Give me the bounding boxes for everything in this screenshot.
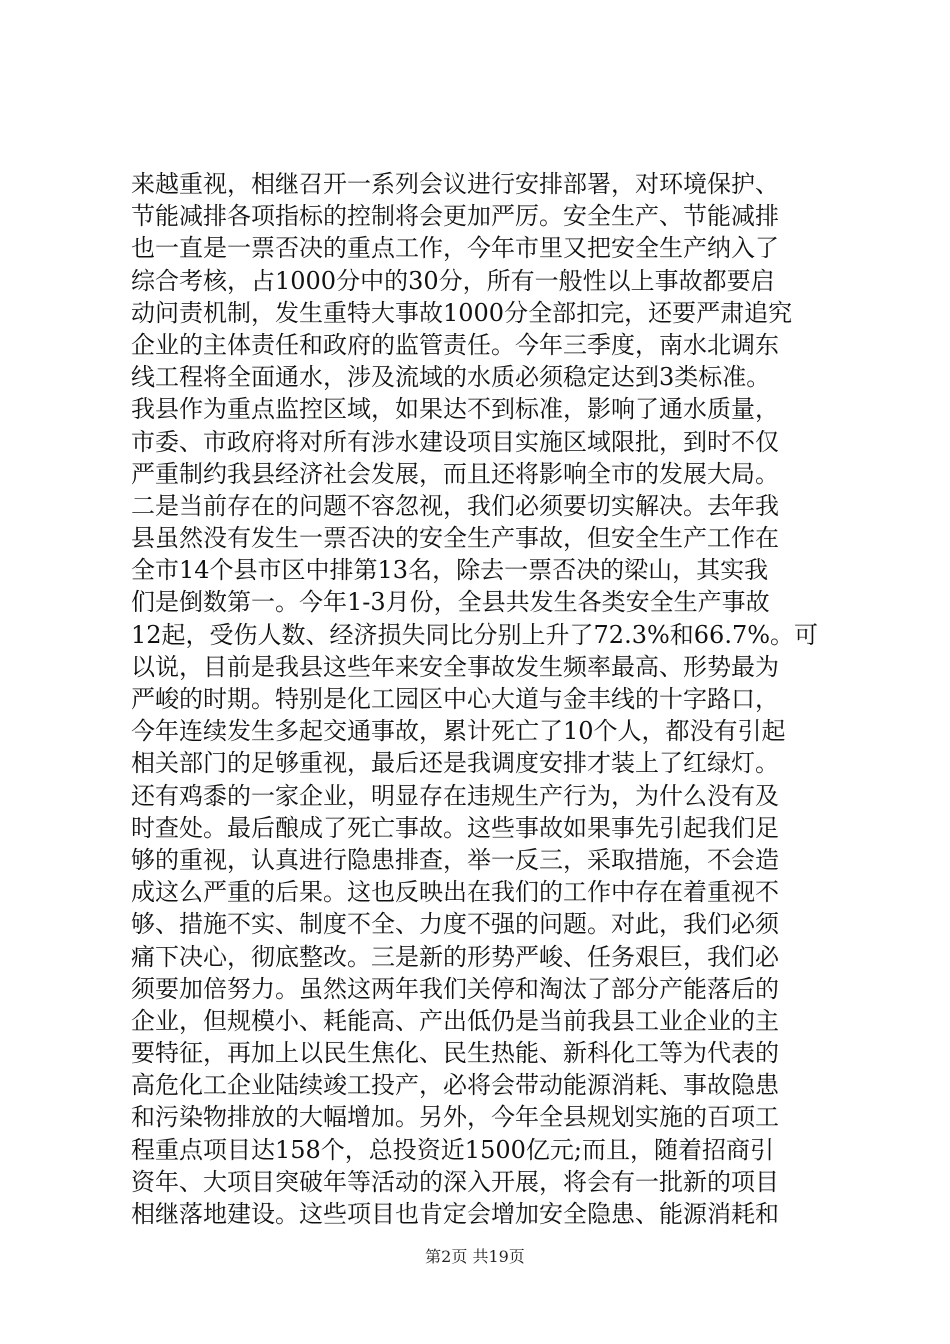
- page-footer: 第2页 共19页: [425, 1247, 525, 1266]
- text-line: 我县作为重点监控区域，如果达不到标准，影响了通水质量，: [131, 395, 779, 424]
- text-line: 高危化工企业陆续竣工投产，必将会带动能源消耗、事故隐患: [131, 1071, 779, 1100]
- text-line: 来越重视，相继召开一系列会议进行安排部署，对环境保护、: [131, 170, 779, 198]
- text-line: 成这么严重的后果。这也反映出在我们的工作中存在着重视不: [131, 878, 779, 907]
- text-line: 时查处。最后酿成了死亡事故。这些事故如果事先引起我们足: [131, 813, 779, 842]
- text-line: 程重点项目达158个，总投资近1500亿元;而且，随着招商引: [131, 1135, 774, 1164]
- text-line: 须要加倍努力。虽然这两年我们关停和淘汰了部分产能落后的: [131, 974, 779, 1003]
- text-line: 全市14个县市区中排第13名，除去一票否决的梁山，其实我: [131, 556, 769, 585]
- text-line: 12起，受伤人数、经济损失同比分别上升了72.3%和66.7%。可: [131, 620, 819, 649]
- text-line: 相继落地建设。这些项目也肯定会增加安全隐患、能源消耗和: [131, 1200, 779, 1228]
- text-line: 严峻的时期。特别是化工园区中心大道与金丰线的十字路口，: [131, 685, 779, 713]
- text-line: 够的重视，认真进行隐患排查，举一反三，采取措施，不会造: [131, 845, 779, 874]
- text-line: 线工程将全面通水，涉及流域的水质必须稳定达到3类标准。: [131, 363, 771, 392]
- text-line: 要特征，再加上以民生焦化、民生热能、新科化工等为代表的: [131, 1039, 779, 1068]
- text-line: 今年连续发生多起交通事故，累计死亡了10个人，都没有引起: [131, 717, 786, 746]
- text-line: 县虽然没有发生一票否决的安全生产事故，但安全生产工作在: [131, 524, 779, 553]
- body-paragraph: [131, 168, 831, 1230]
- text-line: 资年、大项目突破年等活动的深入开展，将会有一批新的项目: [131, 1167, 779, 1196]
- text-line: 节能减排各项指标的控制将会更加严厉。安全生产、节能减排: [131, 202, 779, 231]
- text-line: 综合考核，占1000分中的30分，所有一般性以上事故都要启: [131, 266, 775, 295]
- text-line: 相关部门的足够重视，最后还是我调度安排才装上了红绿灯。: [131, 749, 779, 778]
- text-line: 市委、市政府将对所有涉水建设项目实施区域限批，到时不仅: [131, 427, 779, 456]
- text-line: 二是当前存在的问题不容忽视，我们必须要切实解决。去年我: [131, 491, 779, 520]
- text-line: 企业，但规模小、耗能高、产出低仍是当前我县工业企业的主: [131, 1006, 779, 1035]
- text-line: 企业的主体责任和政府的监管责任。今年三季度，南水北调东: [131, 330, 779, 359]
- text-line: 动问责机制，发生重特大事故1000分全部扣完，还要严肃追究: [131, 298, 793, 327]
- text-line: 痛下决心，彻底整改。三是新的形势严峻、任务艰巨，我们必: [131, 942, 779, 971]
- text-line: 们是倒数第一。今年1-3月份，全县共发生各类安全生产事故: [131, 588, 770, 617]
- text-line: 也一直是一票否决的重点工作，今年市里又把安全生产纳入了: [131, 234, 779, 263]
- text-line: 和污染物排放的大幅增加。另外，今年全县规划实施的百项工: [131, 1103, 779, 1132]
- text-line: 还有鸡黍的一家企业，明显存在违规生产行为，为什么没有及: [131, 781, 779, 810]
- text-line: 严重制约我县经济社会发展，而且还将影响全市的发展大局。: [131, 459, 779, 488]
- text-line: 够、措施不实、制度不全、力度不强的问题。对此，我们必须: [131, 910, 779, 939]
- text-line: 以说，目前是我县这些年来安全事故发生频率最高、形势最为: [131, 652, 779, 681]
